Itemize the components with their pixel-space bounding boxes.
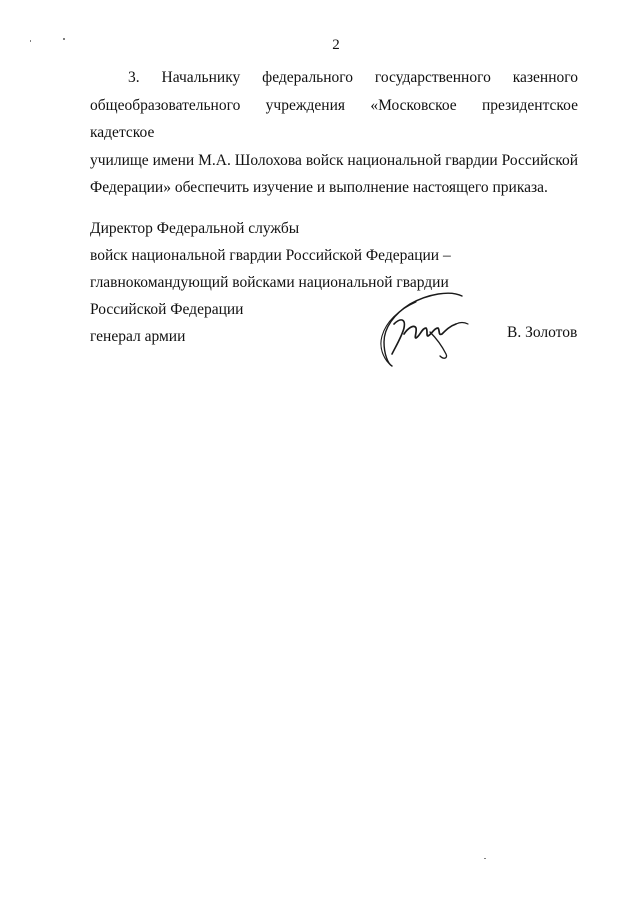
page-number: 2 [332,37,340,53]
handwritten-signature [370,288,475,370]
signatory-title-line: главнокомандующий войсками национальной гвардии [90,274,449,291]
scan-speck [63,38,65,40]
signatory-name: В. Золотов [507,324,578,341]
paragraph-line: училище имени М.А. Шолохова войск национальной гвардии Российской [90,151,578,169]
paragraph-line: 3. Начальнику федерального государственного казенного [128,69,578,86]
signatory-rank: генерал армии [90,328,186,345]
order-paragraph-3 [90,64,578,202]
signatory-title-line: Директор Федеральной службы [90,220,300,237]
paragraph-line: общеобразовательного учреждения «Московское президентское кадетское [90,96,578,141]
signatory-title-line: войск национальной гвардии Российской Федерации – [90,247,451,264]
scan-speck [484,858,486,859]
signatory-title-line: Российской Федерации [90,301,244,318]
paragraph-line: Федерации» обеспечить изучение и выполнение настоящего приказа. [90,179,548,196]
scan-speck [30,40,31,42]
